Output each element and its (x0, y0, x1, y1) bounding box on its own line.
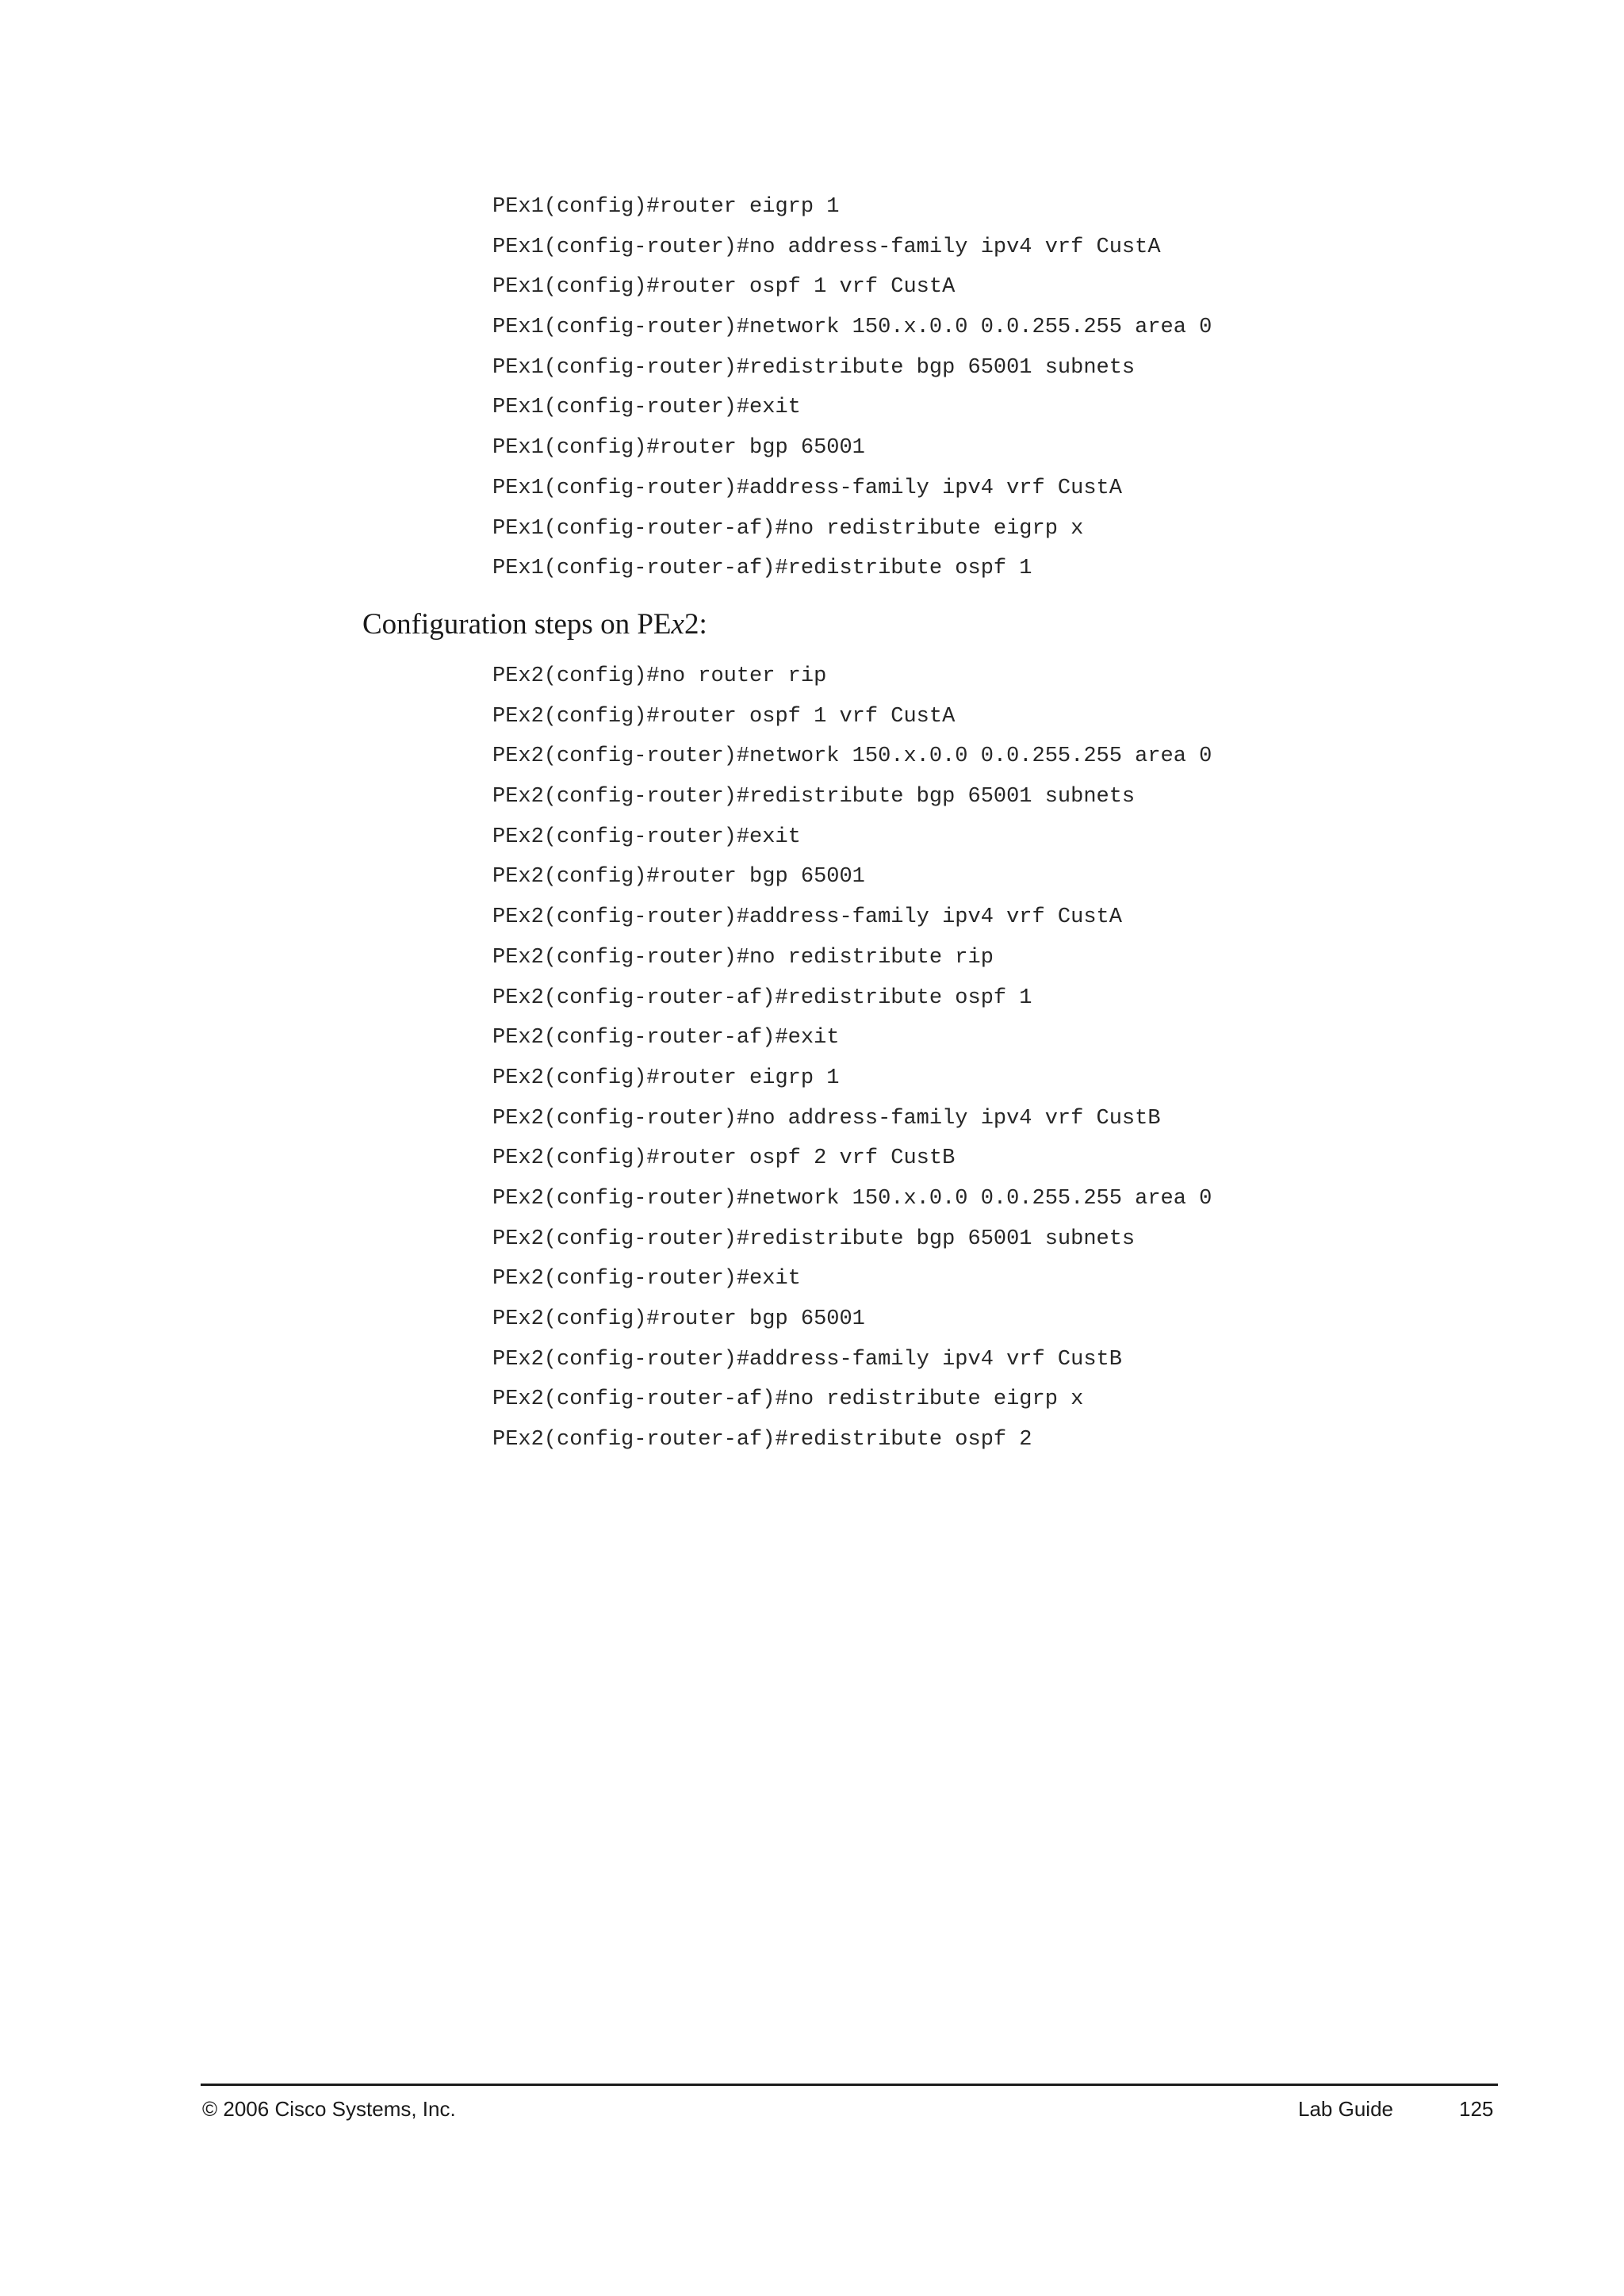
pex2-config-code-block (492, 660, 1212, 1464)
heading-suffix: 2: (684, 608, 707, 641)
code-line: PEx2(config-router)#redistribute bgp 65001 subnets (492, 1226, 1136, 1251)
footer-guide-label: Lab Guide (1298, 2097, 1393, 2121)
code-line: PEx2(config-router)#address-family ipv4 vrf CustB (492, 1347, 1122, 1372)
code-line: PEx2(config-router)#network 150.x.0.0 0.0.255.255 area 0 (492, 1186, 1212, 1211)
code-line: PEx2(config-router)#network 150.x.0.0 0.0.255.255 area 0 (492, 744, 1212, 769)
code-line: PEx1(config)#router ospf 1 vrf CustA (492, 275, 956, 300)
code-line: PEx2(config-router)#no redistribute rip (492, 945, 994, 970)
code-line: PEx2(config)#router ospf 1 vrf CustA (492, 704, 956, 729)
code-line: PEx2(config-router)#address-family ipv4 vrf CustA (492, 905, 1122, 930)
code-line: PEx2(config)#router bgp 65001 (492, 865, 865, 890)
code-line: PEx2(config-router-af)#no redistribute eigrp x (492, 1387, 1084, 1412)
pex1-config-code-block (492, 191, 1212, 593)
heading-italic: x (671, 608, 684, 641)
code-line: PEx1(config-router)#redistribute bgp 65001 subnets (492, 355, 1136, 380)
code-line: PEx1(config-router)#exit (492, 396, 801, 420)
code-line: PEx2(config)#no router rip (492, 664, 827, 688)
footer-copyright: © 2006 Cisco Systems, Inc. (202, 2097, 456, 2121)
code-line: PEx2(config-router)#exit (492, 825, 801, 849)
code-line: PEx2(config-router)#redistribute bgp 65001 subnets (492, 785, 1136, 809)
code-line: PEx1(config-router-af)#no redistribute eigrp x (492, 516, 1084, 541)
code-line: PEx1(config)#router bgp 65001 (492, 436, 865, 461)
code-line: PEx2(config-router-af)#exit (492, 1026, 840, 1050)
code-line: PEx2(config-router-af)#redistribute ospf 2 (492, 1428, 1032, 1452)
code-line: PEx2(config-router-af)#redistribute ospf 1 (492, 985, 1032, 1010)
heading-prefix: Configuration steps on PE (362, 608, 672, 641)
footer-divider (201, 2084, 1498, 2086)
code-line: PEx1(config-router)#no address-family ipv4 vrf CustA (492, 235, 1161, 259)
code-line: PEx1(config)#router eigrp 1 (492, 195, 840, 219)
code-line: PEx1(config-router-af)#redistribute ospf 1 (492, 557, 1032, 581)
footer-page-number: 125 (1459, 2097, 1494, 2121)
code-line: PEx2(config-router)#no address-family ipv4 vrf CustB (492, 1106, 1161, 1131)
code-line: PEx2(config)#router bgp 65001 (492, 1307, 865, 1331)
code-line: PEx2(config-router)#exit (492, 1267, 801, 1292)
section-heading-pex2 (362, 603, 707, 647)
code-line: PEx2(config)#router eigrp 1 (492, 1066, 840, 1090)
code-line: PEx1(config-router)#network 150.x.0.0 0.0.255.255 area 0 (492, 316, 1212, 340)
code-line: PEx1(config-router)#address-family ipv4 vrf CustA (492, 476, 1122, 500)
code-line: PEx2(config)#router ospf 2 vrf CustB (492, 1146, 956, 1171)
